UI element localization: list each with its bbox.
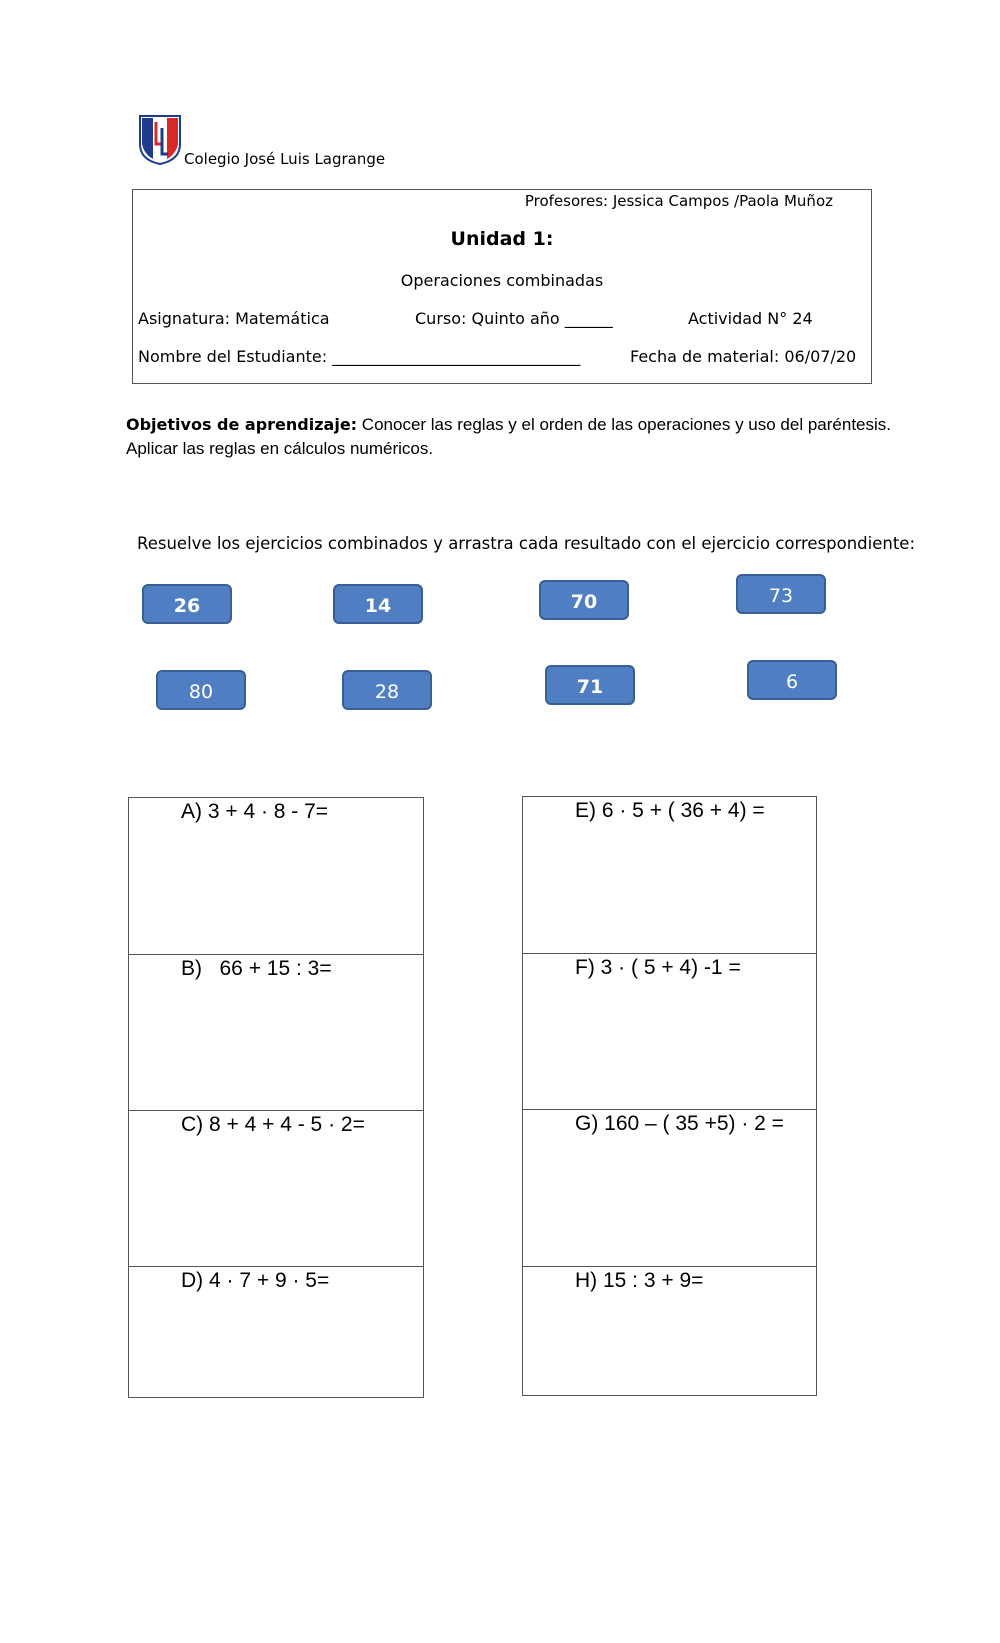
exercise-e: E) 6 · 5 + ( 36 + 4) =: [575, 799, 765, 822]
school-logo: [138, 114, 182, 166]
exercise-drop-zone-g[interactable]: [523, 1110, 816, 1267]
exercise-drop-zone-c[interactable]: [129, 1111, 423, 1267]
exercise-drop-zone-a[interactable]: [129, 798, 423, 955]
instructions-text: Resuelve los ejercicios combinados y arrastra cada resultado con el ejercicio correspondiente:: [137, 534, 916, 553]
material-date: Fecha de material: 06/07/20: [630, 347, 857, 366]
exercise-drop-zone-e[interactable]: [523, 797, 816, 954]
answer-chip-71[interactable]: 71: [545, 665, 635, 705]
answer-chip-26[interactable]: 26: [142, 584, 232, 624]
exercise-a: A) 3 + 4 · 8 - 7=: [181, 800, 329, 823]
objectives-text: Conocer las reglas y el orden de las operaciones y uso del paréntesis. Aplicar las reglas en cálculos numéricos.: [126, 415, 891, 458]
exercise-table-left: [128, 797, 424, 1398]
unit-subtitle: Operaciones combinadas: [400, 271, 604, 290]
exercise-g: G) 160 – ( 35 +5) · 2 =: [575, 1112, 784, 1135]
answer-chip-14[interactable]: 14: [333, 584, 423, 624]
exercise-b: B) 66 + 15 : 3=: [181, 957, 332, 980]
exercise-drop-zone-h[interactable]: [523, 1267, 816, 1395]
objectives-label: Objetivos de aprendizaje:: [126, 415, 358, 434]
teachers-label: Profesores: Jessica Campos /Paola Muñoz: [524, 192, 833, 210]
exercise-h: H) 15 : 3 + 9=: [575, 1269, 704, 1292]
exercise-drop-zone-b[interactable]: [129, 955, 423, 1111]
learning-objectives: [126, 413, 906, 461]
subject-label: Asignatura: Matemática: [138, 309, 330, 328]
exercise-table-right: [522, 796, 817, 1396]
course-label: Curso: Quinto año ______: [415, 309, 613, 328]
answer-chip-28[interactable]: 28: [342, 670, 432, 710]
exercise-drop-zone-d[interactable]: [129, 1267, 423, 1397]
exercise-drop-zone-f[interactable]: [523, 954, 816, 1110]
exercise-d: D) 4 · 7 + 9 · 5=: [181, 1269, 330, 1292]
exercise-f: F) 3 · ( 5 + 4) -1 =: [575, 956, 741, 979]
activity-label: Actividad N° 24: [688, 309, 813, 328]
school-crest-icon: [138, 114, 182, 166]
answer-chip-6[interactable]: 6: [747, 660, 837, 700]
answer-chip-80[interactable]: 80: [156, 670, 246, 710]
unit-title: Unidad 1:: [450, 228, 554, 250]
exercise-c: C) 8 + 4 + 4 - 5 · 2=: [181, 1113, 365, 1136]
answer-chip-73[interactable]: 73: [736, 574, 826, 614]
answer-chip-70[interactable]: 70: [539, 580, 629, 620]
student-name-field: Nombre del Estudiante: _______________________________: [138, 347, 581, 366]
school-name: Colegio José Luis Lagrange: [184, 150, 386, 168]
header-info-box: [132, 189, 872, 384]
